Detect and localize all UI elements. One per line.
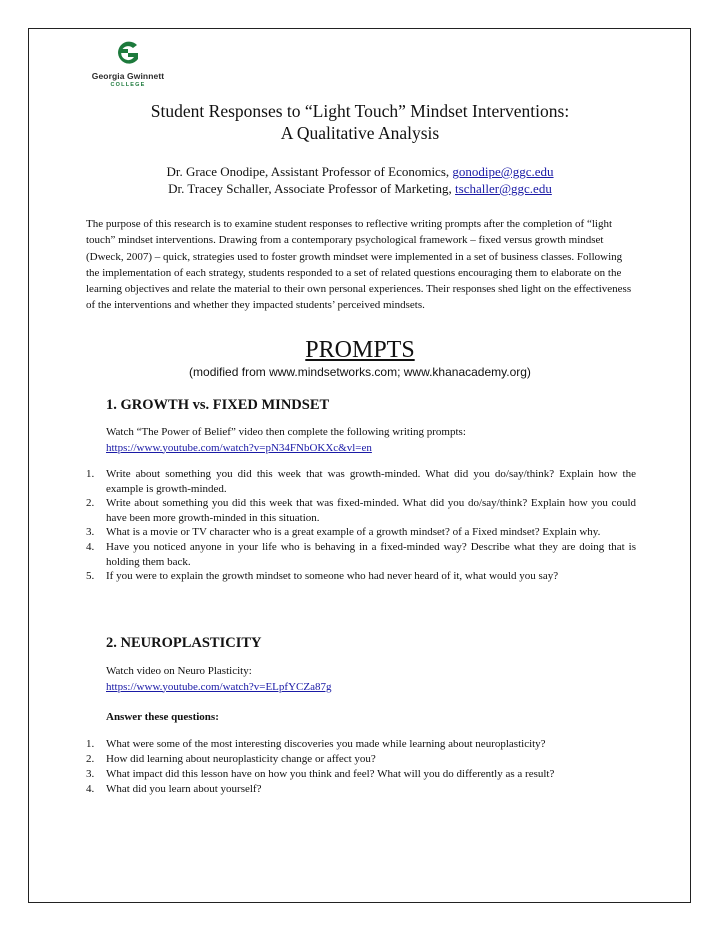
list-item-number: 3. (86, 526, 95, 539)
doc-title-line2: A Qualitative Analysis (280, 123, 440, 143)
list-item-text: Write about something you did this week that was growth-minded. What did you do/say/think? Explain how the example is growth-minded. (106, 468, 636, 495)
list-item (86, 752, 636, 767)
list-item-text: What were some of the most interesting discoveries you made while learning about neuroplasticity? (106, 738, 546, 750)
prompts-subheading: (modified from www.mindsetworks.com; www.khanacademy.org) (189, 365, 531, 379)
list-item (86, 569, 636, 584)
list-item-number: 3. (86, 768, 95, 780)
answer-questions-label: Answer these questions: (106, 711, 219, 723)
list-item-number: 1. (86, 468, 95, 480)
list-item (86, 767, 636, 782)
abstract-paragraph: The purpose of this research is to examine student responses to reflective writing prompts after the completion of “light touch” mindset interventions. Drawing from a contemporary psychological framework – fixed versus growth mindset (Dweck, 2007) – quick, strategies used to foster growth mindset were implemented in a set of business classes. Following the implementation of each strategy, students responded to a set of related questions encouraging them to elaborate on the learning objectives and relate the material to their own personal experiences. Their responses shed light on the effectiveness of the interventions and whether they impacted students’ perceived mindsets. (86, 218, 632, 312)
list-item-text: What impact did this lesson have on how you think and feel? What will you do differently as a result? (106, 768, 555, 780)
list-item-text: Write about something you did this week that was fixed-minded. What did you do/say/think? Explain how you could have been more growth-minded in this situation. (106, 497, 636, 524)
list-item-text: What did you learn about yourself? (106, 783, 262, 795)
list-item-text: Have you noticed anyone in your life who is behaving in a fixed-minded way? Describe what they are doing that is holding them back. (106, 540, 636, 568)
author-line-2 (0, 180, 720, 197)
section-2-questions-list (86, 737, 636, 797)
author-line-1 (0, 163, 720, 180)
list-item-text: What is a movie or TV character who is a great example of a growth mindset? of a Fixed mindset? Explain why. (106, 526, 601, 539)
list-item-text: If you were to explain the growth mindset to someone who had never heard of it, what would you say? (106, 570, 559, 583)
list-item-number: 2. (86, 497, 95, 510)
list-item-number: 1. (86, 738, 95, 750)
section-2-heading: 2. NEUROPLASTICITY (106, 635, 262, 651)
section-1-prompts-list (86, 467, 636, 584)
section-1-video-link[interactable]: https://www.youtube.com/watch?v=pN34FNbOKXc&vl=en (106, 441, 372, 454)
author-2-email-link[interactable]: tschaller@ggc.edu (455, 181, 552, 196)
list-item (86, 467, 636, 496)
list-item-number: 5. (86, 570, 95, 583)
section-2-video-link[interactable]: https://www.youtube.com/watch?v=ELpfYCZa87g (106, 680, 332, 693)
list-item (86, 525, 636, 540)
list-item (86, 496, 636, 525)
ggc-logo-icon (111, 40, 145, 68)
section-2-intro (106, 664, 636, 695)
section-1-intro-text: Watch “The Power of Belief” video then complete the following writing prompts: (106, 426, 466, 438)
logo-sub: COLLEGE (110, 82, 146, 88)
list-item-number: 2. (86, 753, 95, 765)
section-2-intro-text: Watch video on Neuro Plasticity: (106, 665, 252, 677)
list-item (86, 737, 636, 752)
prompts-heading: PROMPTS (305, 337, 415, 363)
section-1-heading: 1. GROWTH vs. FIXED MINDSET (106, 397, 330, 413)
section-1-intro (106, 425, 636, 456)
list-item (86, 540, 636, 569)
list-item-text: How did learning about neuroplasticity change or affect you? (106, 753, 376, 765)
author-1-text: Dr. Grace Onodipe, Assistant Professor of Economics, (166, 164, 453, 179)
author-1-email-link[interactable]: gonodipe@ggc.edu (452, 164, 554, 179)
list-item-number: 4. (86, 783, 95, 795)
logo-name: Georgia Gwinnett (91, 71, 165, 81)
list-item-number: 4. (86, 540, 95, 553)
author-2-text: Dr. Tracey Schaller, Associate Professor of Marketing, (168, 181, 456, 196)
college-logo (88, 40, 168, 88)
doc-title-line1: Student Responses to “Light Touch” Mindset Interventions: (150, 101, 570, 121)
list-item (86, 782, 636, 797)
